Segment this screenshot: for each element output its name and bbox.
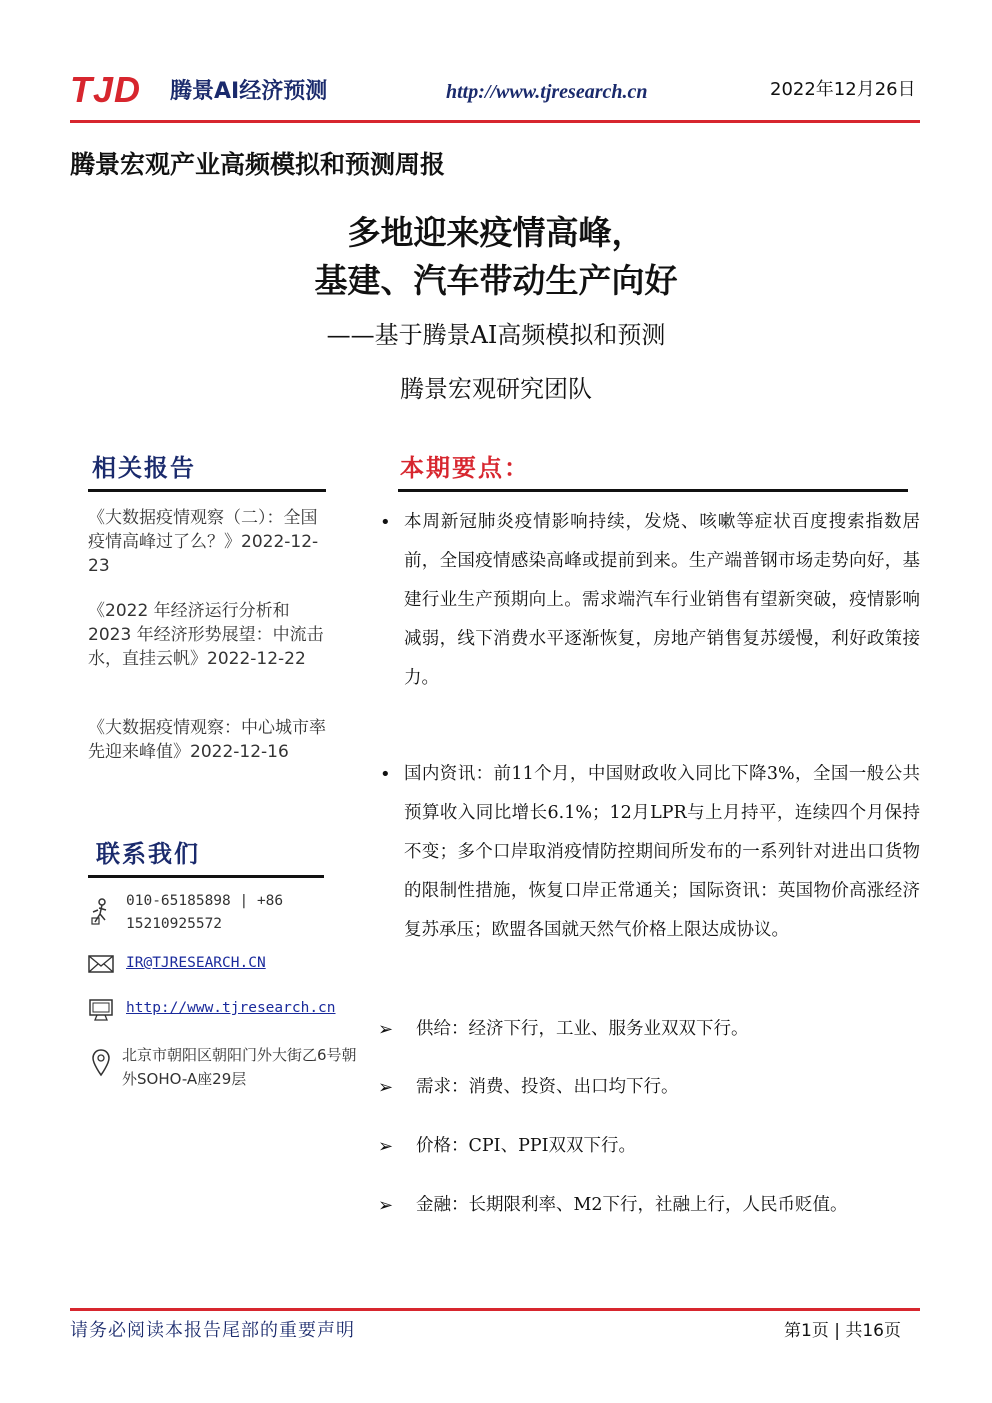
phone-number: 010-65185898 | +86 [126,893,284,909]
related-reports-divider [88,489,326,492]
team-name: 腾景宏观研究团队 [400,375,592,403]
arrow-bullet-icon: ➢ [378,1019,394,1040]
office-address: 北京市朝阳区朝阳门外大街乙6号朝外SOHO-A座29层 [122,1046,357,1088]
phone-icon [88,898,114,922]
header-divider [70,120,920,123]
subtitle: ——基于腾景AI高频模拟和预测 [326,321,666,349]
disclaimer-note: 请务必阅读本报告尾部的重要声明 [70,1320,355,1341]
key-points-heading: 本期要点： [400,453,530,482]
site-url-link[interactable]: http://www.tjresearch.cn [446,81,648,103]
main-title-line2: 基建、汽车带动生产向好 [314,261,678,300]
location-pin-icon [88,1048,114,1072]
report-date: 2022年12月26日 [770,79,916,100]
key-point-summary: 本周新冠肺炎疫情影响持续，发烧、咳嗽等症状百度搜索指数居前，全国疫情感染高峰或提前到来。生产端普钢市场走势向好，基建行业生产预期向上。需求端汽车行业销售有望新突破，疫情影响减弱，线下消费水平逐渐恢复，房地产销售复苏缓慢，利好政策接力。 [404,512,920,688]
arrow-bullet-icon: ➢ [378,1077,394,1098]
price-item: 价格：CPI、PPI双双下行。 [416,1136,637,1156]
bullet-icon: • [380,512,391,533]
supply-item: 供给：经济下行，工业、服务业双双下行。 [416,1019,749,1039]
arrow-bullet-icon: ➢ [378,1195,394,1216]
related-report-item[interactable]: 《2022 年经济运行分析和2023 年经济形势展望：中流击水，直挂云帆》2022-12-22 [88,601,324,669]
page-number: 第1页 | 共16页 [784,1321,901,1341]
related-report-item[interactable]: 《大数据疫情观察（二）：全国疫情高峰过了么？》2022-12-23 [88,508,319,576]
finance-item: 金融：长期限利率、M2下行，社融上行，人民币贬值。 [416,1195,848,1215]
website-icon [88,998,114,1022]
demand-item: 需求：消费、投资、出口均下行。 [416,1077,679,1097]
footer-divider [70,1308,920,1311]
logo-mark: TJD [70,69,142,110]
phone-number-continued: 15210925572 [126,916,223,932]
bullet-icon: • [380,764,391,785]
main-title-line1: 多地迎来疫情高峰， [347,213,645,252]
email-icon [88,954,114,978]
contact-divider [88,875,324,878]
related-reports-heading: 相关报告 [92,453,196,482]
contact-heading: 联系我们 [96,839,200,868]
key-point-news: 国内资讯：前11个月，中国财政收入同比下降3%，全国一般公共预算收入同比增长6.1%；12月LPR与上月持平，连续四个月保持不变；多个口岸取消疫情防控期间所发布的一系列针对进出口货物的限制性措施，恢复口岸正常通关；国际资讯：英国物价高涨经济复苏承压；欧盟各国就天然气价格上限达成协议。 [404,764,920,940]
website-link[interactable]: http://www.tjresearch.cn [126,1000,336,1016]
related-report-item[interactable]: 《大数据疫情观察：中心城市率先迎来峰值》2022-12-16 [88,718,326,762]
arrow-bullet-icon: ➢ [378,1136,394,1157]
key-points-divider [398,489,908,492]
logo-name: 腾景AI经济预测 [170,79,328,104]
series-title: 腾景宏观产业高频模拟和预测周报 [70,150,446,179]
email-link[interactable]: IR@TJRESEARCH.CN [126,955,266,971]
